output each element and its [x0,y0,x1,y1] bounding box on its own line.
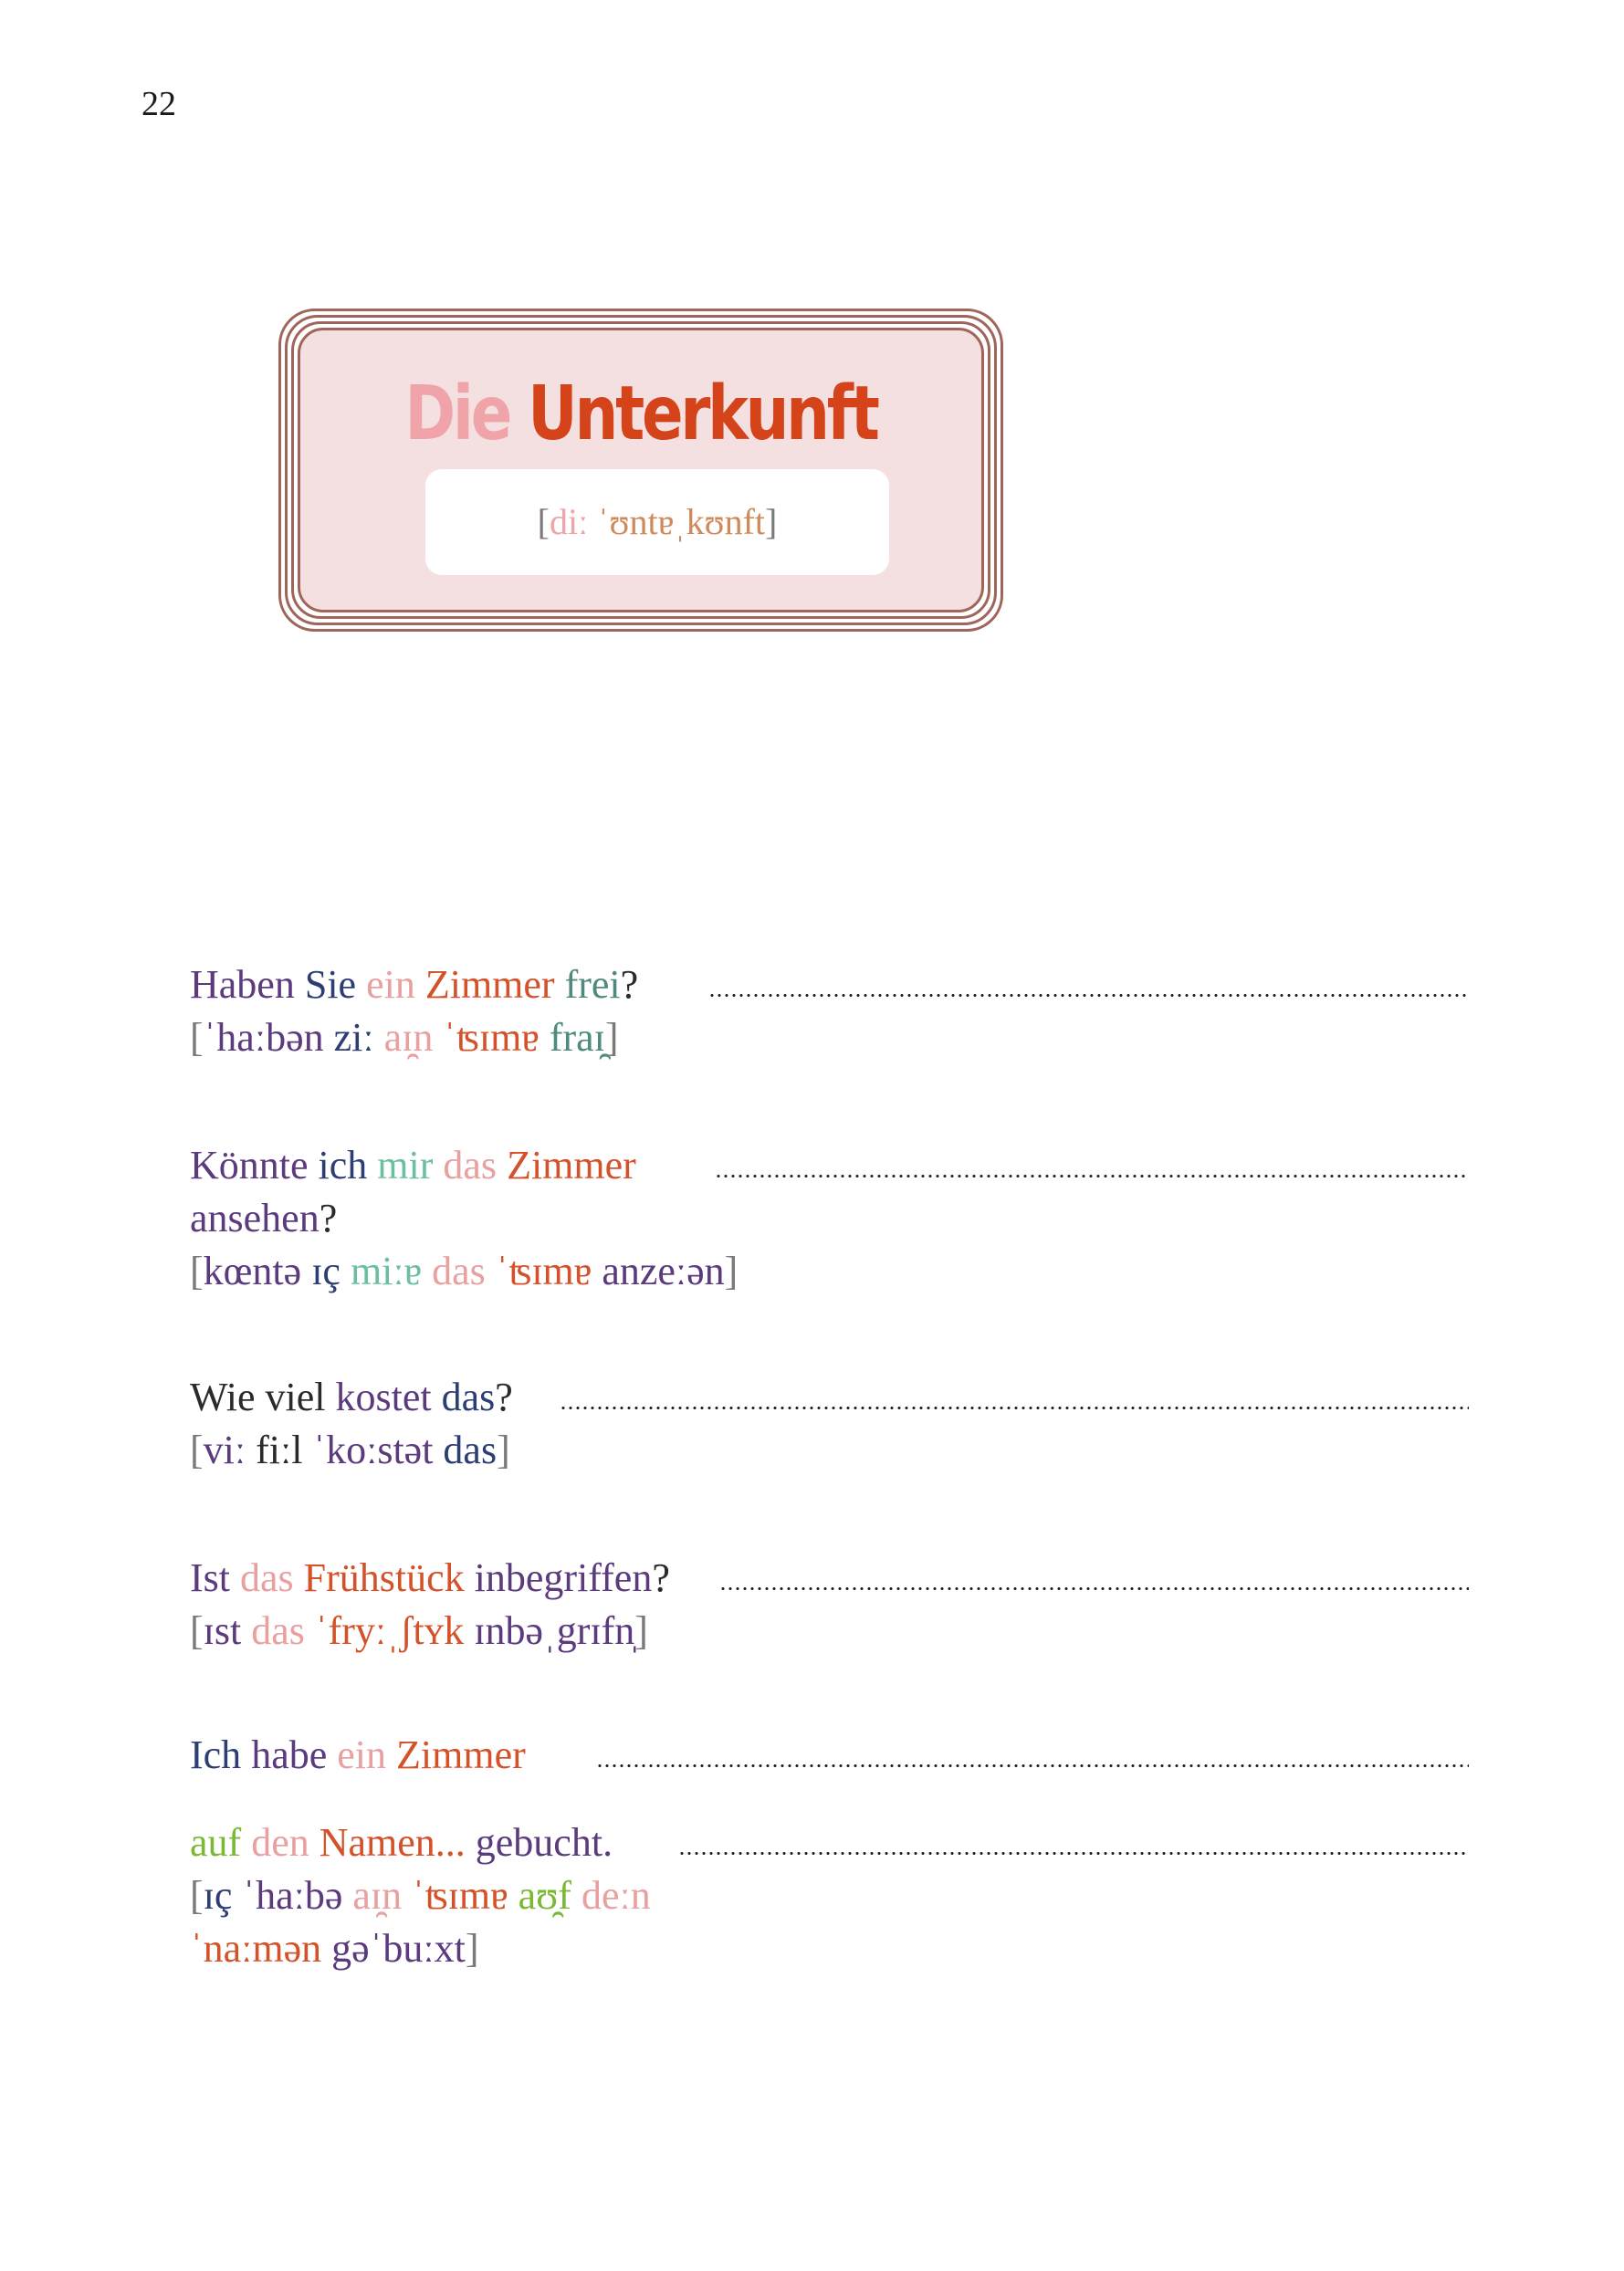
phrase-word: Könnte [190,1143,309,1188]
phrase-word: auf [190,1820,242,1865]
pron-segment: aɪ̯n [383,1015,434,1060]
phrase-word [356,962,366,1007]
pron-segment: [ [190,1249,204,1293]
phrase-word [386,1732,396,1777]
phrase-word [555,962,565,1007]
phrase-line [190,1371,1469,1424]
phrase-word [309,1143,319,1188]
pron-segment [486,1249,496,1293]
phrase-word: Frühstück [303,1555,465,1600]
phrase-word: Ist [190,1555,230,1600]
title-word [509,371,528,457]
title-box [278,309,1003,632]
page-number: 22 [141,85,176,123]
pron-segment: ] [604,1015,619,1060]
phrase-word: ? [319,1196,338,1240]
pron-segment: aʊ̯f [518,1873,571,1918]
pron-segment: ˈʦɪmɐ [443,1015,540,1060]
pron-segment: ˈʦɪmɐ [412,1873,508,1918]
phrase-block [190,958,1469,1064]
phrase-line [190,958,1469,1011]
phrase-line [190,1816,1469,1869]
pron-segment [508,1873,519,1918]
title-word: Unterkunft [528,371,877,457]
phrase-word: ich [318,1143,368,1188]
pron-segment: [ [190,1428,204,1472]
pron-segment: ˈkoːstət [312,1428,434,1472]
pron-segment: aɪ̯n [352,1873,403,1918]
pron-segment: deːn [581,1873,651,1918]
phrase-word [465,1555,475,1600]
answer-dotted-line[interactable] [708,994,1469,997]
answer-dotted-line[interactable] [560,1407,1469,1409]
phrase-block [190,1729,1469,1782]
pron-segment [241,1608,251,1653]
pron-segment: kœntə [203,1249,302,1293]
pron-segment [374,1015,384,1060]
phrase-line [190,1139,1469,1192]
phrase-word: das [443,1143,498,1188]
phrase-word [326,1375,336,1419]
phrase-word: ? [495,1375,513,1419]
phrase-pronunciation [190,1424,1469,1477]
phrase-word: ? [652,1555,670,1600]
pron-segment: viː [203,1428,246,1472]
phrase-pronunciation [190,1245,1469,1298]
pron-segment: das [443,1428,498,1472]
phrase-pronunciation [190,1869,1469,1922]
phrase-line [190,1729,1469,1782]
pron-segment [302,1428,312,1472]
pron-segment: diː [549,501,589,542]
pron-segment: [ [537,501,550,542]
pron-segment [402,1873,412,1918]
phrase-word: inbegriffen [474,1555,653,1600]
phrase-block [190,1552,1469,1658]
pron-segment: ] [497,1428,510,1472]
pron-segment: ɪç [311,1249,341,1293]
pron-segment: ziː [333,1015,374,1060]
phrase-word: Namen... [319,1820,466,1865]
pron-segment: ˈnaːmən [190,1926,322,1971]
pron-segment: [ [190,1873,204,1918]
phrase-word: frei [564,962,621,1007]
phrase-word [241,1820,251,1865]
pron-segment [464,1608,474,1653]
pron-segment: das [251,1608,305,1653]
pron-segment: ] [765,501,778,542]
phrase-block [190,1816,1469,1975]
pron-segment: fiːl [256,1428,303,1472]
phrase-word: den [251,1820,309,1865]
phrase-pronunciation [190,1011,1469,1064]
phrase-word: Ich [190,1732,242,1777]
phrase-word [256,1375,266,1419]
phrase-word [230,1555,240,1600]
phrase-word [432,1375,442,1419]
pron-segment: ] [634,1608,648,1653]
pron-segment [592,1249,602,1293]
pron-segment [433,1015,443,1060]
section-title [361,371,920,457]
title-word: Die [404,371,510,457]
pron-segment: ˈhaːbə [242,1873,343,1918]
pron-segment [540,1015,550,1060]
pron-segment [422,1249,432,1293]
phrase-word: Haben [190,962,295,1007]
answer-dotted-line[interactable] [715,1175,1469,1177]
phrase-word: ansehen [190,1196,320,1240]
phrase-word: gebucht. [475,1820,613,1865]
phrase-word [433,1143,443,1188]
pron-segment: ɪç [203,1873,233,1918]
pron-segment: anzeːən [602,1249,725,1293]
pron-segment: [ [190,1608,204,1653]
answer-dotted-line[interactable] [596,1764,1469,1767]
phrase-word: das [441,1375,496,1419]
phrase-line [190,1192,1469,1245]
phrase-pronunciation [190,1605,1469,1658]
phrase-word: viel [265,1375,326,1419]
pron-segment: ] [724,1249,739,1293]
phrase-word [415,962,425,1007]
phrase-word: mir [377,1143,434,1188]
title-pronunciation [425,469,889,575]
pron-segment [341,1249,351,1293]
phrase-word [241,1732,251,1777]
pron-segment: ˈhaːbən [203,1015,324,1060]
phrase-word: Wie [190,1375,256,1419]
phrase-word: ein [366,962,415,1007]
pron-segment: gəˈbuːxt [331,1926,466,1971]
pron-segment [342,1873,352,1918]
phrase-word: Zimmer [507,1143,636,1188]
pron-segment: das [432,1249,486,1293]
phrase-word [294,1555,304,1600]
phrase-word: ein [337,1732,387,1777]
phrase-word [367,1143,377,1188]
phrase-word [309,1820,320,1865]
pron-segment: ɪnbəˌgrɪfn̩ [474,1608,635,1653]
phrase-pronunciation [190,1922,1469,1975]
pron-segment: ˈʦɪmɐ [495,1249,592,1293]
pron-segment [232,1873,242,1918]
phrase-word [466,1820,476,1865]
phrase-word: habe [251,1732,328,1777]
pron-segment [321,1926,331,1971]
phrase-word [327,1732,337,1777]
pron-segment: fraɪ̯ [549,1015,605,1060]
pron-segment: ] [465,1926,479,1971]
pron-segment [324,1015,334,1060]
pron-segment: ˈʊntɐˌkʊnft [588,501,766,542]
phrase-word: das [240,1555,294,1600]
phrase-word: kostet [335,1375,432,1419]
pron-segment: ˈfryːˌʃtʏk [314,1608,465,1653]
pron-segment: [ [190,1015,204,1060]
phrase-line [190,1552,1469,1605]
phrase-word [497,1143,507,1188]
phrase-block [190,1139,1469,1298]
pron-segment [571,1873,581,1918]
phrase-block [190,1371,1469,1477]
phrase-word: Sie [304,962,357,1007]
pron-segment: ɪst [203,1608,242,1653]
phrase-word [295,962,305,1007]
phrase-word: Zimmer [396,1732,526,1777]
pron-segment [433,1428,443,1472]
pron-segment [301,1249,311,1293]
phrase-word: Zimmer [424,962,555,1007]
pron-segment: miːɐ [350,1249,423,1293]
phrase-word: ? [620,962,639,1007]
answer-dotted-line[interactable] [678,1852,1469,1855]
answer-dotted-line[interactable] [719,1587,1469,1590]
pron-segment [246,1428,256,1472]
pron-segment [305,1608,315,1653]
